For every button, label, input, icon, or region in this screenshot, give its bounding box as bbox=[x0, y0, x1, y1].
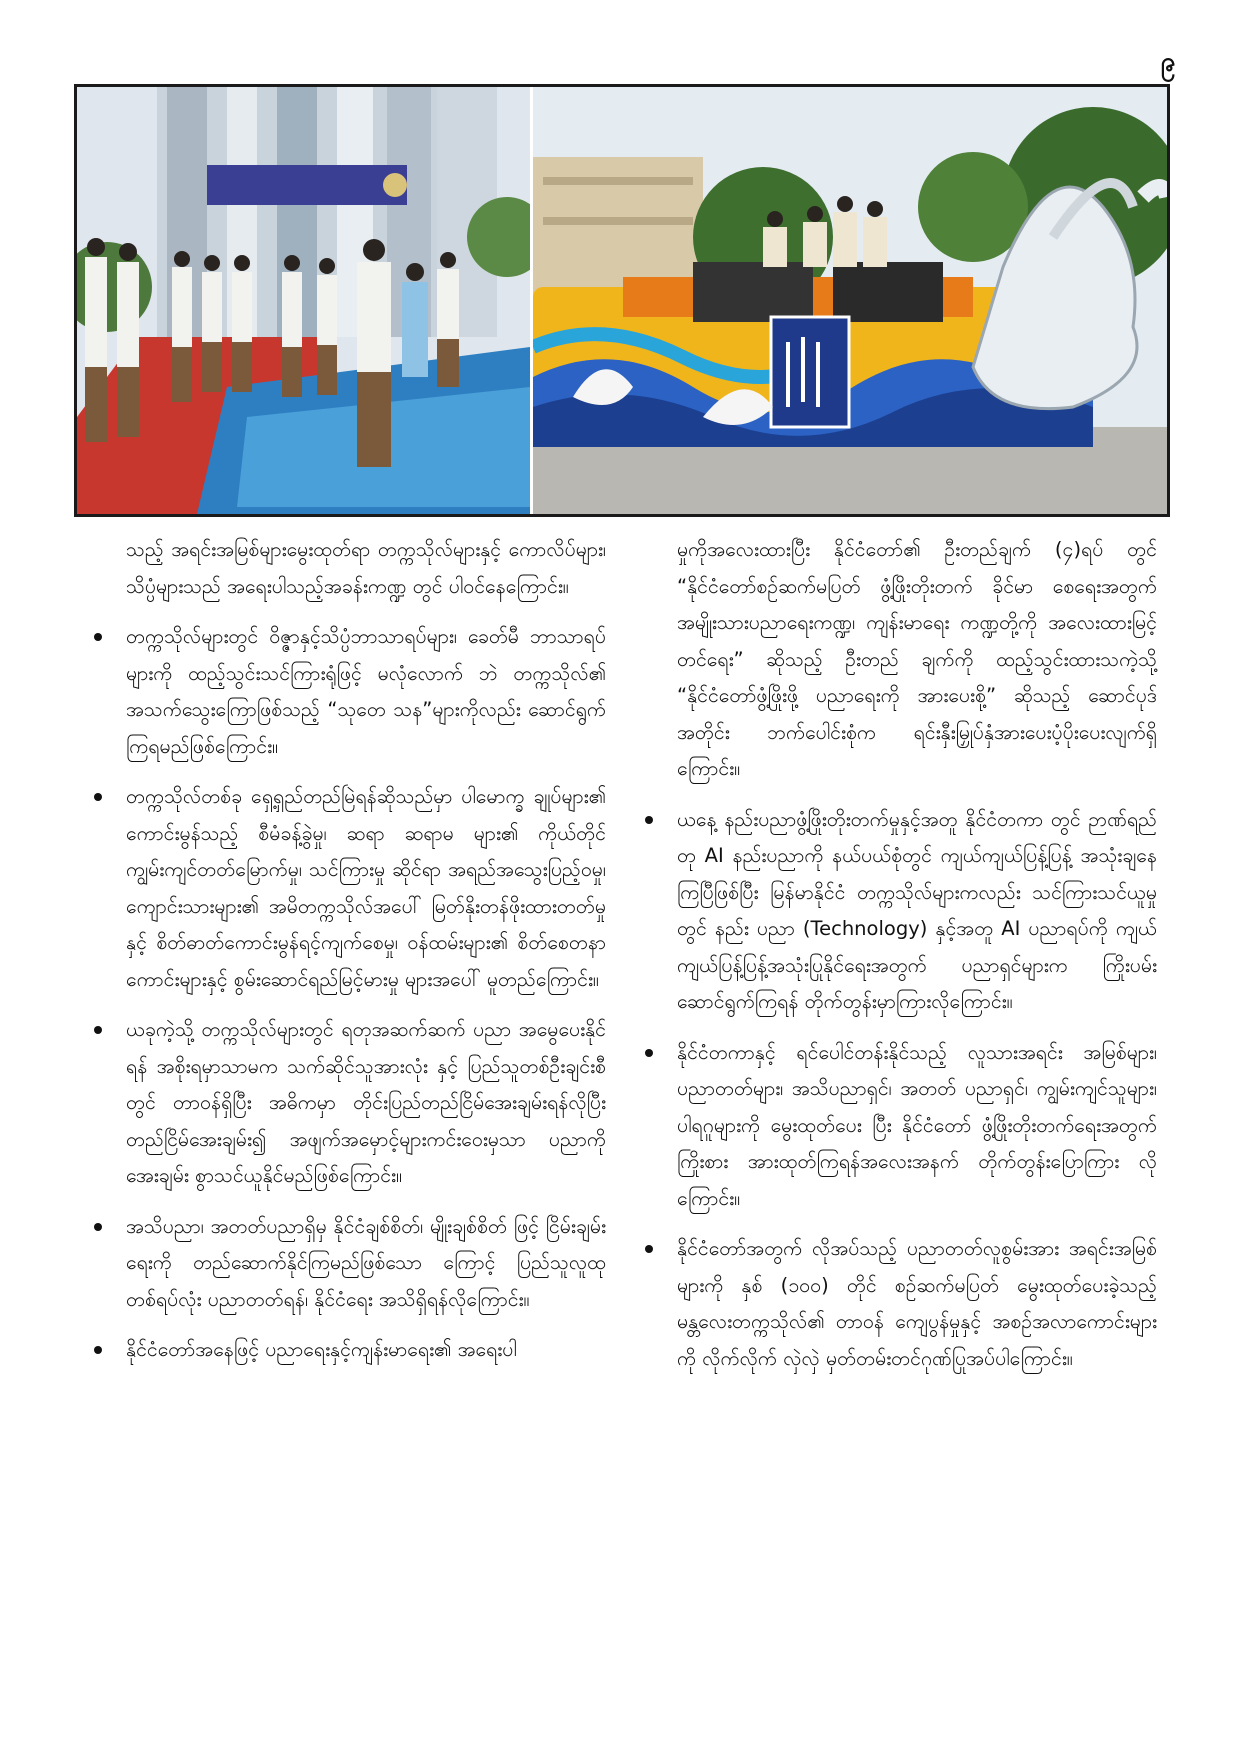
left-bullet-list bbox=[86, 619, 606, 1369]
photo-building-entrance bbox=[77, 87, 533, 514]
bullet-icon bbox=[94, 633, 102, 641]
page-number: ၉ bbox=[1160, 47, 1176, 77]
bullet-icon bbox=[645, 1049, 653, 1057]
list-item: တက္ကသိုလ်တစ်ခု ရှေ့ရှည်တည်မြဲရန်ဆိုသည်မှာ ပါမောက္ခ ချုပ်များ၏ ကောင်းမွန်သည့် စီမံခန့်ခွဲမှု၊ ဆရာ ဆရာမ များ၏ ကိုယ်တိုင်ကျွမ်းကျင်တတ်မြောက်မှု၊ သင်ကြားမှု ဆိုင်ရာ အရည်အသွေးပြည့်ဝမှု၊ ကျောင်းသားများ၏ အမိတက္ကသိုလ်အပေါ် မြတ်နိုးတန်ဖိုးထားတတ်မှုနှင့် စိတ်ဓာတ်ကောင်းမွန်ရင့်ကျက်စေမှု၊ ဝန်ထမ်းများ၏ စိတ်စေတနာကောင်းများနှင့် စွမ်းဆောင်ရည်မြင့်မားမှု များအပေါ် မူတည်ကြောင်း။ bbox=[86, 779, 606, 998]
left-column bbox=[86, 532, 606, 1369]
list-item: တက္ကသိုလ်များတွင် ဝိဇ္ဇာနှင့်သိပ္ပံဘာသာရပ်များ၊ ခေတ်မီ ဘာသာရပ်များကို ထည့်သွင်းသင်ကြားရုံဖြင့် မလုံလောက် ဘဲ တက္ကသိုလ်၏ အသက်သွေးကြောဖြစ်သည့် “သုတေ သန”များကိုလည်း ဆောင်ရွက်ကြရမည်ဖြစ်ကြောင်း။ bbox=[86, 619, 606, 765]
right-continuation-paragraph: မှုကိုအလေးထားပြီး နိုင်ငံတော်၏ ဦးတည်ချက် (၄)ရပ် တွင် “နိုင်ငံတော်စဉ်ဆက်မပြတ် ဖွံ့ဖြိုးတိုးတက် ခိုင်မာ စေရေးအတွက် အမျိုးသားပညာရေးကဏ္ဍ၊ ကျန်းမာရေး ကဏ္ဍတို့ကို အလေးထားမြင့်တင်ရေး” ဆိုသည့် ဦးတည် ချက်ကို ထည့်သွင်းထားသကဲ့သို့ “နိုင်ငံတော်ဖွံ့ဖြိုးဖို့ ပညာရေးကို အားပေးစို့” ဆိုသည့် ဆောင်ပုဒ်အတိုင်း ဘက်ပေါင်းစုံက ရင်းနှီးမြှုပ်နှံအားပေးပံ့ပိုးပေးလျက်ရှိ ကြောင်း။ bbox=[677, 538, 1157, 780]
bullet-icon bbox=[94, 793, 102, 801]
photo-banner bbox=[74, 84, 1170, 517]
bullet-icon bbox=[94, 1026, 102, 1034]
bullet-icon bbox=[645, 1245, 653, 1253]
list-item: နိုင်ငံတော်အတွက် လိုအပ်သည့် ပညာတတ်လူစွမ်းအား အရင်းအမြစ်များကို နှစ် (၁၀၀) တိုင် စဉ်ဆက်မပြတ် မွေးထုတ်ပေးခဲ့သည့် မန္တလေးတက္ကသိုလ်၏ တာဝန် ကျေပွန်မှုနှင့် အစဉ်အလာကောင်းများကို လိုက်လိုက် လှဲလှဲ မှတ်တမ်းတင်ဂုဏ်ပြုအပ်ပါကြောင်း။ bbox=[637, 1231, 1157, 1377]
bullet-icon bbox=[645, 816, 653, 824]
list-item: နိုင်ငံတော်အနေဖြင့် ပညာရေးနှင့်ကျန်းမာရေး၏ အရေးပါ bbox=[86, 1332, 606, 1369]
right-column bbox=[637, 532, 1157, 1377]
bullet-icon bbox=[94, 1346, 102, 1354]
right-bullet-list bbox=[637, 802, 1157, 1378]
list-item: နိုင်ငံတကာနှင့် ရင်ပေါင်တန်းနိုင်သည့် လူသားအရင်း အမြစ်များ၊ ပညာတတ်များ၊ အသိပညာရှင်၊ အတတ် ပညာရှင်၊ ကျွမ်းကျင်သူများ၊ ပါရဂူများကို မွေးထုတ်ပေး ပြီး နိုင်ငံတော် ဖွံ့ဖြိုးတိုးတက်ရေးအတွက် ကြိုးစား အားထုတ်ကြရန်အလေးအနက် တိုက်တွန်းပြောကြား လိုကြောင်း။ bbox=[637, 1035, 1157, 1218]
bullet-icon bbox=[94, 1223, 102, 1231]
list-item: ယခုကဲ့သို့ တက္ကသိုလ်များတွင် ရတုအဆက်ဆက် ပညာ အမွေပေးနိုင်ရန် အစိုးရမှာသာမက သက်ဆိုင်သူအားလုံး နှင့် ပြည်သူတစ်ဦးချင်းစီတွင် တာဝန်ရှိပြီး အဓိကမှာ တိုင်းပြည်တည်ငြိမ်အေးချမ်းရန်လိုပြီး တည်ငြိမ်အေးချမ်း၍ အဖျက်အမှောင့်များကင်းဝေးမှသာ ပညာကို အေးချမ်း စွာသင်ယူနိုင်မည်ဖြစ်ကြောင်း။ bbox=[86, 1012, 606, 1195]
left-continuation-paragraph: သည့် အရင်းအမြစ်များမွေးထုတ်ရာ တက္ကသိုလ်များနှင့် ကောလိပ်များ၊ သိပ္ပံများသည် အရေးပါသည့်အခန်းကဏ္ဍ တွင် ပါဝင်နေကြောင်း။ bbox=[126, 538, 606, 598]
list-item: အသိပညာ၊ အတတ်ပညာရှိမှ နိုင်ငံချစ်စိတ်၊ မျိုးချစ်စိတ် ဖြင့် ငြိမ်းချမ်းရေးကို တည်ဆောက်နိုင်ကြမည်ဖြစ်သော ကြောင့် ပြည်သူလူထုတစ်ရပ်လုံး ပညာတတ်ရန်၊ နိုင်ငံရေး အသိရှိရန်လိုကြောင်း။ bbox=[86, 1209, 606, 1319]
list-item: ယနေ့ နည်းပညာဖွံ့ဖြိုးတိုးတက်မှုနှင့်အတူ နိုင်ငံတကာ တွင် ဉာဏ်ရည်တု AI နည်းပညာကို နယ်ပယ်စုံတွင် ကျယ်ကျယ်ပြန့်ပြန့် အသုံးချနေကြပြီဖြစ်ပြီး မြန်မာနိုင်ငံ တက္ကသိုလ်များကလည်း သင်ကြားသင်ယူမှုတွင် နည်း ပညာ (Technology) နှင့်အတူ AI ပညာရပ်ကို ကျယ် ကျယ်ပြန့်ပြန့်အသုံးပြုနိုင်ရေးအတွက် ပညာရှင်များက ကြိုးပမ်းဆောင်ရွက်ကြရန် တိုက်တွန်းမှာကြားလိုကြောင်း။ bbox=[637, 802, 1157, 1021]
building-sign bbox=[207, 165, 407, 205]
photo-parade-float bbox=[533, 87, 1167, 514]
